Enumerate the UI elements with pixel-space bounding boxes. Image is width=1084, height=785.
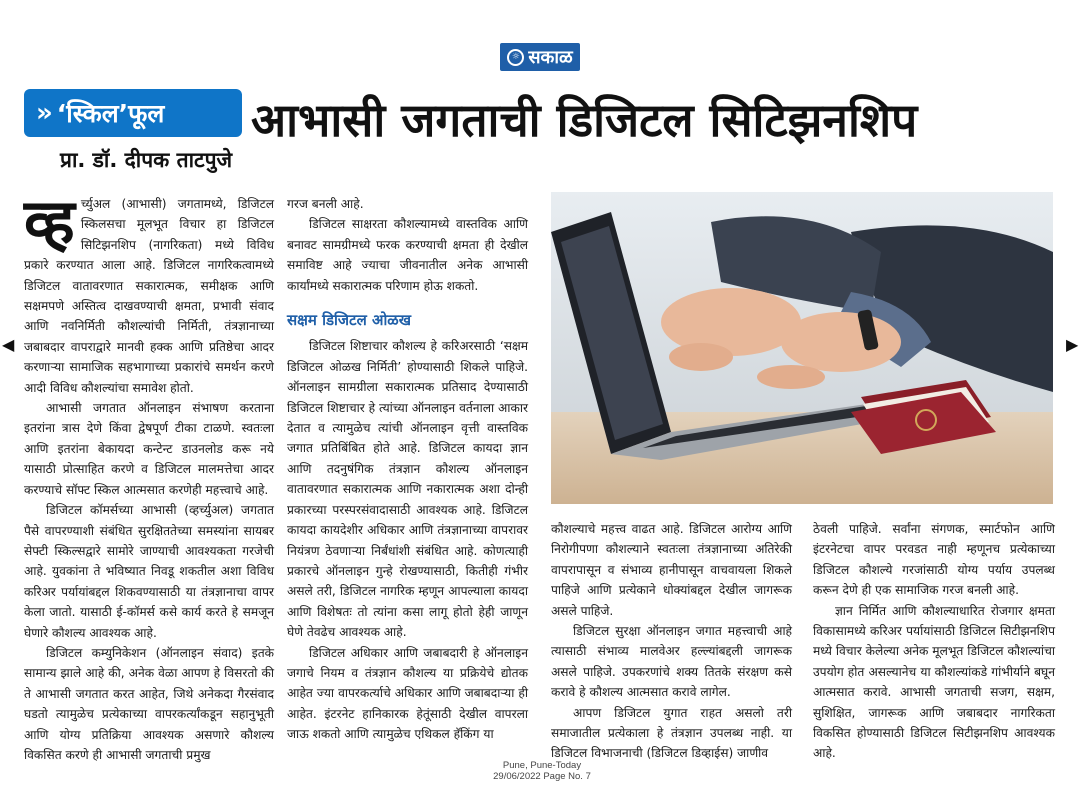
drop-cap: व्ह <box>24 185 75 258</box>
paragraph-text: र्च्युअल (आभासी) जगतामध्ये, डिजिटल स्किलसचा मूलभूत विचार हा डिजिटल सिटिझनशिप (नागरिकता) मध्ये विविध प्रकारे करण्यात आला आहे. डिजिटल नागरिकत्वामध्ये डिजिटल वातावरणात सकारात्मक, समीक्षक आणि सक्षमपणे अस्तित्व दाखवण्याची क्षमता, प्रभावी संवाद आणि नवनिर्मिती कौशल्यांची निर्मिती, तंत्रज्ञानाच्या जबाबदार वापराद्वारे मानवी हक्क आणि प्रतिष्ठेचा आदर करणाऱ्या सामाजिक सहभागाच्या प्रकारांचे समर्थन करणे आदी विविध कौशल्यांचा समावेश होतो. <box>24 197 274 395</box>
paragraph: आपण डिजिटल युगात राहत असलो तरी समाजातील प्रत्येकाला हे तंत्रज्ञान उपलब्ध नाही. या डिजिटल विभाजनाची (डिजिटल डिव्हाईस) जाणीव <box>551 705 792 761</box>
paragraph: डिजिटल अधिकार आणि जबाबदारी हे ऑनलाइन जगाचे नियम व तंत्रज्ञान कौशल्य या प्रक्रियेचे द्योतक आहेत ज्या वापरकर्त्याचे अधिकार आणि जबाबदाऱ्या ही आहेत. इंटरनेट हानिकारक हेतूंसाठी देखील वापरला जाऊ शकतो आणि त्यामुळेच एथिकल हॅकिंग या <box>287 645 528 742</box>
article-column-4 <box>813 519 1055 764</box>
footer-date-page: 29/06/2022 Page No. 7 <box>493 771 591 782</box>
article-photo <box>551 192 1053 504</box>
paragraph: कौशल्याचे महत्त्व वाढत आहे. डिजिटल आरोग्य आणि निरोगीपणा कौशल्याने स्वतःला तंत्रज्ञानाच्या अतिरेकी वापरापासून व संभाव्य हानीपासून वाचवायला शिकले पाहिजे आणि प्रत्येकाने धोक्यांबद्दल देखील जागरूक असले पाहिजे. <box>551 522 792 618</box>
paragraph: डिजिटल कम्युनिकेशन (ऑनलाइन संवाद) इतके सामान्य झाले आहे की, अनेक वेळा आपण हे विसरतो की ते आभासी जगतात करत आहेत, जिथे अनेकदा गैरसंवाद घडतो त्यामुळेच प्रत्येकाच्या वापरकर्त्यांकडून सहानुभूती आणि योग्य प्रतिक्रिया आवश्यक असणारे कौशल्य विकसित करणे ही आभासी जगताची प्रमुख <box>24 645 274 762</box>
paragraph: डिजिटल कॉमर्सच्या आभासी (व्हर्च्युअल) जगतात पैसे वापरण्याशी संबंधित सुरक्षिततेच्या समस्यांना सायबर सेफ्टी स्किल्सद्वारे सामोरे जाण्याची आवश्यकता गरजेची आहे. युवकांना ते भविष्यात निवडू शकतील अशा विविध करिअर पर्यायांबद्दल शिकवण्यासाठी या तंत्रज्ञानाचा वापर केला जातो. यासाठी ई-कॉमर्स कसे कार्य करते हे समजून घेणारे कौशल्य आवश्यक आहे. <box>24 503 274 640</box>
paragraph: डिजिटल सुरक्षा ऑनलाइन जगात महत्त्वाची आहे त्यासाठी संभाव्य मालवेअर हल्ल्यांबद्दली जागरूक असले पाहिजे. उपकरणांचे शक्य तितके संरक्षण कसे करावे हे कौशल्य आत्मसात करावे लागेल. <box>551 624 792 700</box>
article-headline: आभासी जगताची डिजिटल सिटिझनशिप <box>251 93 918 147</box>
paragraph: आभासी जगतात ऑनलाइन संभाषण करताना इतरांना त्रास देणे किंवा द्वेषपूर्ण टीका टाळणे. स्वतःला आणि इतरांना बेकायदा कन्टेन्ट डाउनलोड करू नये यासाठी प्रोत्साहित करणे व डिजिटल मालमत्तेचा आदर करण्याचे सॉफ्ट स्किल आत्मसात करणेही महत्त्वाचे आहे. <box>24 401 274 497</box>
paragraph: गरज बनली आहे. <box>287 197 364 211</box>
article-column-2 <box>287 194 528 745</box>
double-chevron-icon: » <box>36 98 47 128</box>
paragraph: डिजिटल शिष्टाचार कौशल्य हे करिअरसाठी ‘सक्षम डिजिटल ओळख निर्मिती’ होण्यासाठी शिकले पाहिजे. ऑनलाइन सामग्रीला सकारात्मक प्रतिसाद देण्यासाठी डिजिटल शिष्टाचार हे त्यांच्या ऑनलाइन वर्तनाला आकार देतात व त्यामुळेच त्यांची ऑनलाइन वृत्ती वास्तविक जगात प्रतिबिंबित होते आहे. डिजिटल कायदा ज्ञान आणि तदनुषंगिक तंत्रज्ञान कौशल्य ऑनलाइन वातावरणात सकारात्मक आणि नकारात्मक अशा दोन्ही प्रकारच्या परस्परसंवादासाठी आवश्यक आहे. डिजिटल कायदा कायदेशीर अधिकार आणि तंत्रज्ञानाच्या वापरावर नियंत्रण ठेवणाऱ्या निर्बंधांशी संबंधित आहे. कोणत्याही प्रकारचे ऑनलाइन गुन्हे रोखण्यासाठी, कितीही गंभीर असले तरी, डिजिटल नागरिक म्हणून आपल्याला कायदा आणि विशेषतः तो त्यांना कसा लागू होतो हेही जाणून घेणे तेवढेच आवश्यक आहे. <box>287 339 528 640</box>
laptop-typing-illustration <box>551 192 1053 504</box>
column-badge <box>24 89 242 137</box>
masthead-logo <box>500 43 580 71</box>
sakal-sun-logo-icon: ☼ <box>507 49 524 66</box>
section-subheading: सक्षम डिजिटल ओळख <box>287 311 411 330</box>
paragraph: डिजिटल साक्षरता कौशल्यामध्ये वास्तविक आणि बनावट सामग्रीमध्ये फरक करण्याची क्षमता ही देखील समाविष्ट आहे ज्याचा जीवनातील अनेक आभासी कार्यांमध्ये सकारात्मक परिणाम होऊ शकतो. <box>287 217 528 293</box>
paragraph: ज्ञान निर्मित आणि कौशल्याधारित रोजगार क्षमता विकासामध्ये करिअर पर्यायांसाठी डिजिटल सिटीझनशिप मध्ये विचार केलेल्या अनेक मूलभूत डिजिटल कौशल्यांचा उपयोग होत असल्यानेच या कौशल्यांकडे गांभीर्याने बघून आत्मसात करावे. आभासी जगताची सजग, सक्षम, सुशिक्षित, जागरूक आणि जबाबदार नागरिकता विकसित होण्यासाठी डिजिटल सिटीझनशिप आवश्यक आहे. <box>813 603 1055 761</box>
column-badge-label: ‘स्किल’फूल <box>56 99 165 128</box>
article-column-3 <box>551 519 792 764</box>
previous-page-arrow-icon[interactable]: ◀ <box>2 335 15 354</box>
author-byline: प्रा. डॉ. दीपक ताटपुजे <box>60 148 233 172</box>
next-page-arrow-icon[interactable]: ▶ <box>1066 335 1079 354</box>
paragraph <box>24 185 274 398</box>
article-column-1 <box>24 185 274 765</box>
paragraph: ठेवली पाहिजे. सर्वांना संगणक, स्मार्टफोन आणि इंटरनेटचा वापर परवडत नाही म्हणूनच प्रत्येकाच्या डिजिटल कौशल्ये गरजांसाठी योग्य पर्याय उपलब्ध करून देणे ही एक सामाजिक गरज बनली आहे. <box>813 522 1055 598</box>
footer-edition: Pune, Pune-Today <box>502 760 582 771</box>
masthead-text: सकाळ <box>528 47 573 68</box>
